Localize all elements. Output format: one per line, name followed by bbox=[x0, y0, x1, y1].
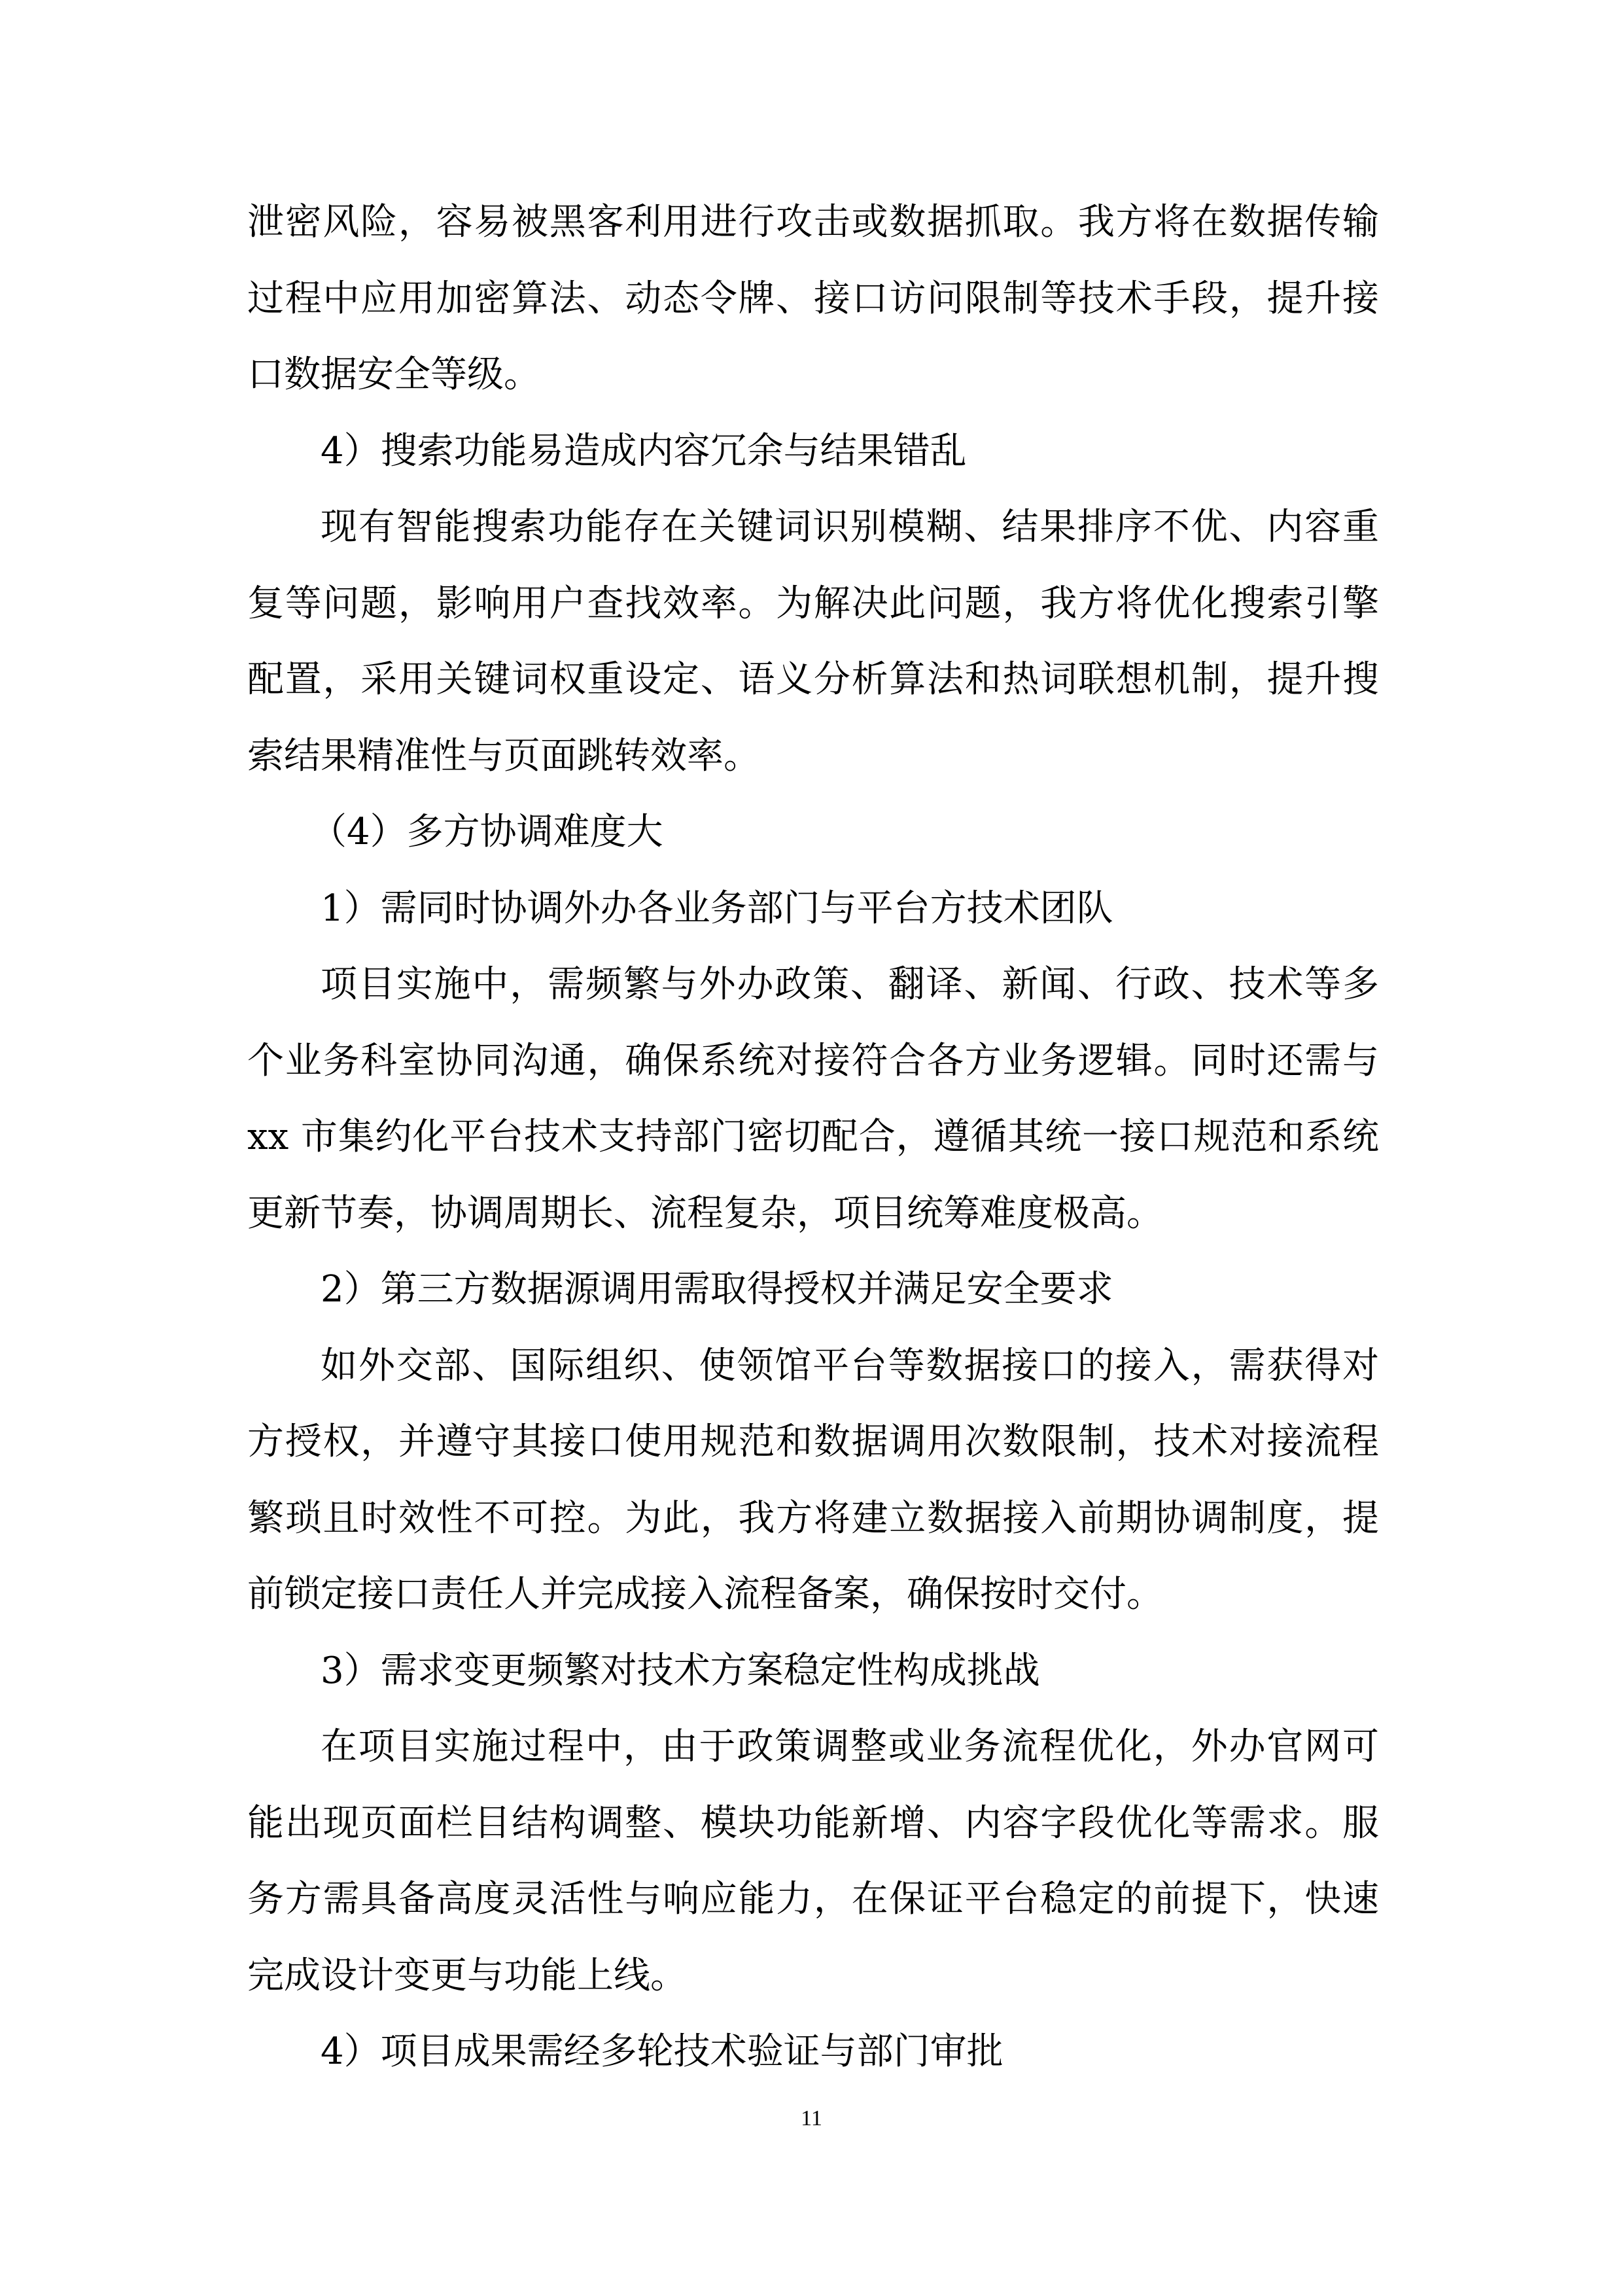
paragraph-interface-security-continued: 泄密风险，容易被黑客利用进行攻击或数据抓取。我方将在数据传输过程中应用加密算法、动态令牌、接口访问限制等技术手段，提升接口数据安全等级。 bbox=[247, 201, 1379, 396]
paragraph-search-optimization: 现有智能搜索功能存在关键词识别模糊、结果排序不优、内容重复等问题，影响用户查找效率。为解决此问题，我方将优化搜索引擎配置，采用关键词权重设定、语义分析算法和热词联想机制，提升搜索结果精准性与页面跳转效率。 bbox=[247, 506, 1379, 777]
page-number: 11 bbox=[801, 2106, 822, 2130]
heading-requirement-changes: 3）需求变更频繁对技术方案稳定性构成挑战 bbox=[321, 1649, 1040, 1692]
paragraph-departments-coordination: 项目实施中，需频繁与外办政策、翻译、新闻、行政、技术等多个业务科室协同沟通，确保系统对接符合各方业务逻辑。同时还需与 xx 市集约化平台技术支持部门密切配合，遵循其统一接口规范和系统更新节奏，协调周期长、流程复杂，项目统筹难度极高。 bbox=[247, 963, 1379, 1235]
heading-departments-coordination: 1）需同时协调外办各业务部门与平台方技术团队 bbox=[321, 887, 1113, 930]
paragraph-requirement-changes: 在项目实施过程中，由于政策调整或业务流程优化，外办官网可能出现页面栏目结构调整、模块功能新增、内容字段优化等需求。服务方需具备高度灵活性与响应能力，在保证平台稳定的前提下，快速完成设计变更与功能上线。 bbox=[247, 1725, 1379, 1997]
paragraph-third-party-data: 如外交部、国际组织、使领馆平台等数据接口的接入，需获得对方授权，并遵守其接口使用规范和数据调用次数限制，技术对接流程繁琐且时效性不可控。为此，我方将建立数据接入前期协调制度，提前锁定接口责任人并完成接入流程备案，确保按时交付。 bbox=[247, 1344, 1379, 1616]
heading-third-party-data: 2）第三方数据源调用需取得授权并满足安全要求 bbox=[321, 1268, 1113, 1311]
section-heading-coordination: （4）多方协调难度大 bbox=[310, 811, 663, 853]
heading-search-redundancy: 4）搜索功能易造成内容冗余与结果错乱 bbox=[321, 429, 967, 472]
heading-verification-approval: 4）项目成果需经多轮技术验证与部门审批 bbox=[321, 2030, 1003, 2073]
page-body bbox=[247, 185, 1379, 2091]
